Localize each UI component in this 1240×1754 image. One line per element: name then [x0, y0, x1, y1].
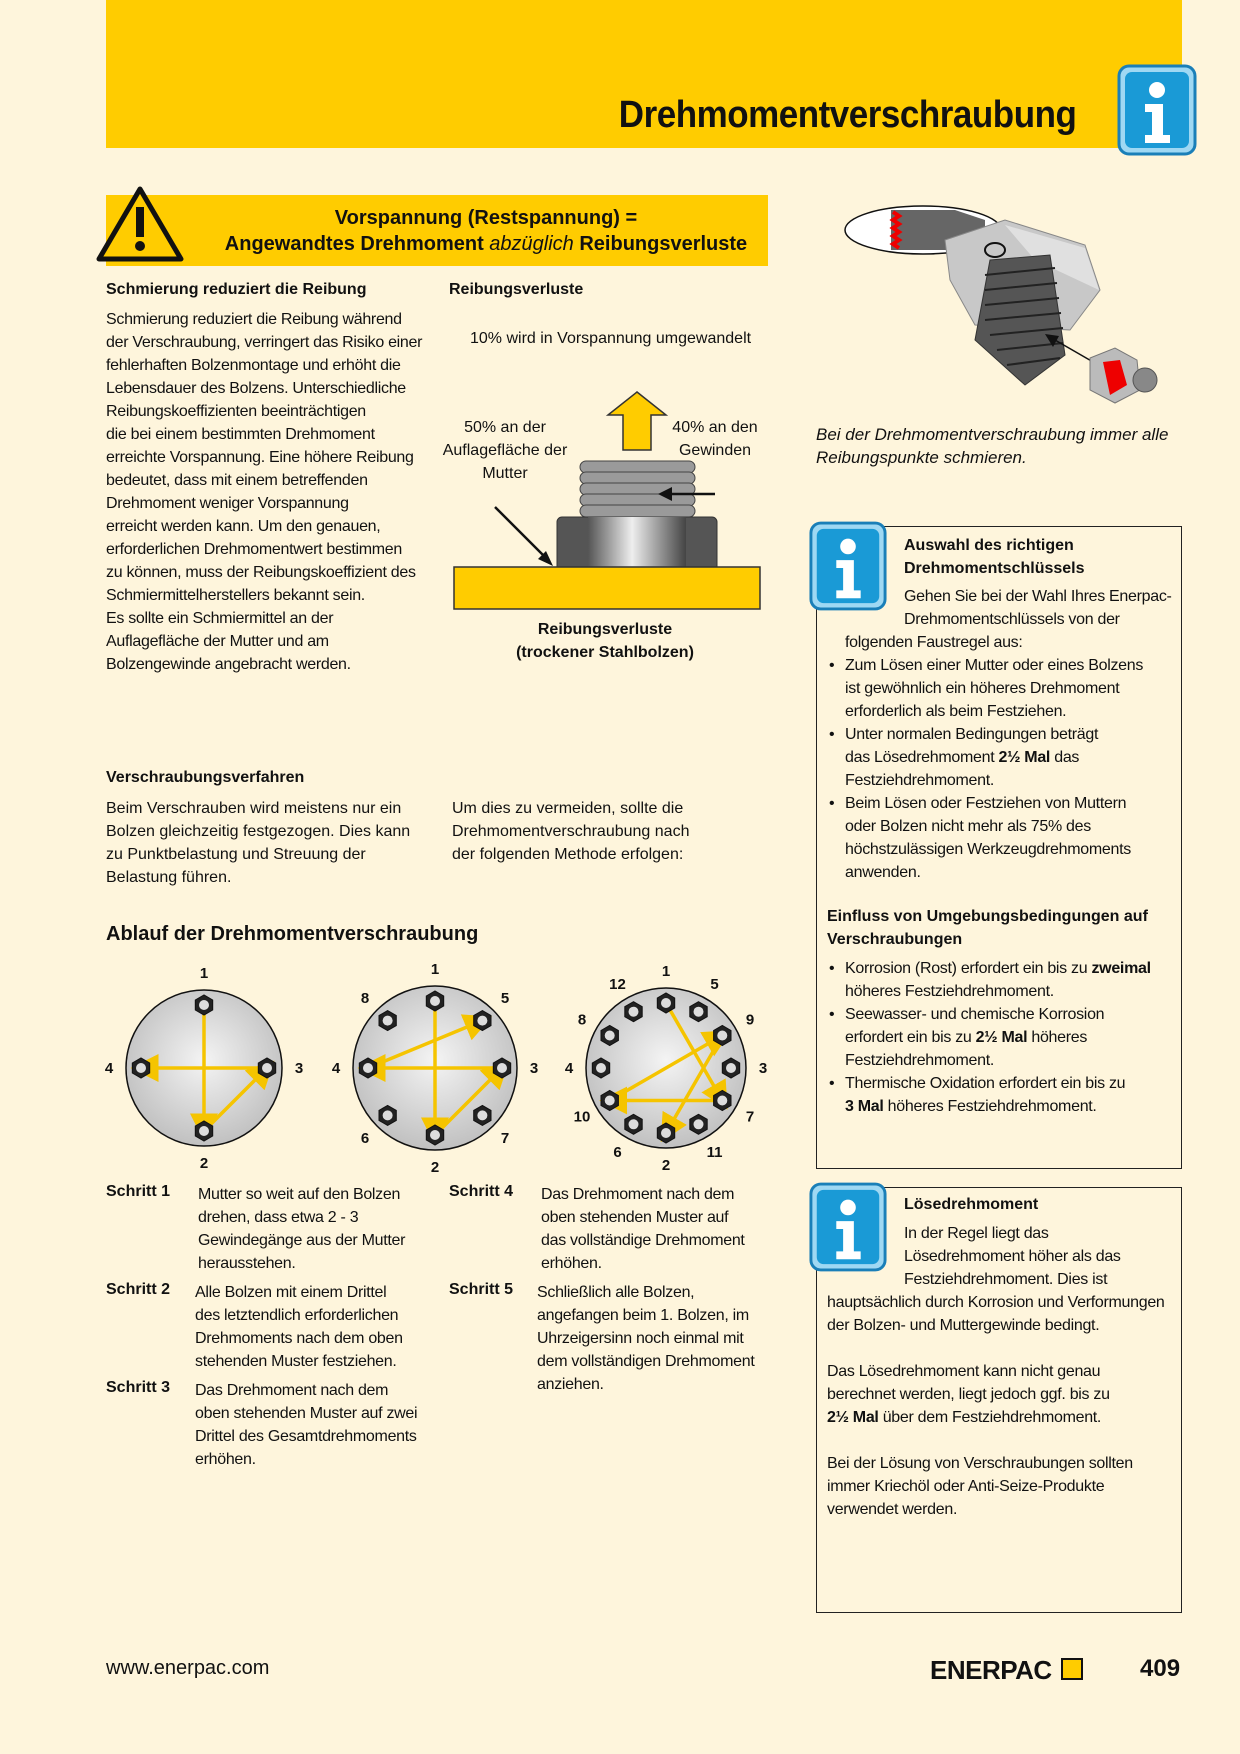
bolt-hole: [661, 1128, 671, 1138]
text-line: erforderlichen Drehmomentwert bestimmen: [106, 541, 402, 558]
text-run: Korrosion (Rost) erfordert ein bis zu: [845, 960, 1092, 977]
bolt-number-label: 2: [430, 1159, 440, 1176]
bolt-hole: [497, 1063, 507, 1073]
text-line: verwendet werden.: [827, 1501, 958, 1518]
procedure-left-text: [106, 797, 436, 889]
text-line: des letztendlich erforderlichen: [195, 1307, 399, 1324]
text-line: Drehmoments nach dem oben: [195, 1330, 403, 1347]
bolt-number-label: 12: [609, 975, 626, 993]
bolt-hole: [629, 1007, 639, 1017]
text-line: Festziehdrehmoment.: [845, 772, 995, 789]
bolt-number-label: 2: [199, 1155, 209, 1172]
text-line: In der Regel liegt das: [904, 1225, 1049, 1242]
text-run: höheres: [1027, 1029, 1088, 1046]
text-line: das vollständige Drehmoment: [541, 1232, 745, 1249]
text-line: Bei der Lösung von Verschraubungen sollten: [827, 1455, 1133, 1472]
bolt-number-label: 3: [294, 1060, 304, 1077]
text-line: Drehmomentschlüssels von der: [904, 611, 1120, 628]
list-item: [827, 957, 1172, 1003]
text-run: das: [1050, 749, 1080, 766]
bolt-number-label: 8: [577, 1011, 587, 1029]
friction-caption: [470, 618, 740, 664]
text-line: • Beim Lösen oder Festziehen von Muttern: [845, 795, 1127, 812]
text-line: oben stehenden Muster auf: [541, 1209, 729, 1226]
step-5: [449, 1281, 779, 1396]
text-line: Gewinden: [678, 442, 752, 459]
list-item: [827, 792, 1172, 884]
list-item: [827, 1003, 1172, 1072]
procedure-right-text: [452, 797, 752, 866]
info-icon: [808, 520, 888, 612]
bolt-number-label: 6: [360, 1130, 370, 1148]
text-line: Schmiermittelherstellers bekannt sein.: [106, 587, 365, 604]
step-1: [106, 1183, 436, 1275]
warning-line1: Vorspannung (Restspannung) =: [334, 207, 638, 229]
text-line: ist gewöhnlich ein höheres Drehmoment: [845, 680, 1120, 697]
text-run: das Lösedrehmoment: [845, 749, 999, 766]
bolt-hole: [477, 1016, 487, 1026]
loosening-text-b: [827, 1291, 1165, 1337]
bolt-hole: [383, 1110, 393, 1120]
text-line: Drittel des Gesamtdrehmoments: [195, 1428, 417, 1445]
bolt-number-label: 5: [710, 975, 719, 993]
bolt-number-label: 1: [199, 965, 209, 982]
step-4: [449, 1183, 779, 1275]
friction-diagram: [440, 375, 770, 615]
bolt-number-label: 7: [745, 1108, 755, 1126]
text-line: anwenden.: [845, 864, 921, 881]
environment-heading: [827, 905, 1148, 951]
text-line: stehenden Muster festziehen.: [195, 1353, 397, 1370]
text-line: Bolzen gleichzeitig festgezogen. Dies kann: [106, 823, 411, 840]
list-item: [827, 654, 1172, 723]
list-item: [827, 1072, 1172, 1118]
step-label: Schritt 5: [449, 1281, 514, 1298]
text-line: angefangen beim 1. Bolzen, im: [537, 1307, 749, 1324]
environment-bullets: [827, 957, 1172, 1118]
lubrication-text: [106, 308, 436, 676]
bolt-thread: [580, 461, 695, 517]
emphasis: 2½ Mal: [827, 1409, 879, 1426]
text-line: oben stehenden Muster auf zwei: [195, 1405, 418, 1422]
bolt-pattern-8: [332, 961, 538, 1176]
bolt-hole: [605, 1031, 615, 1041]
text-line: Alle Bolzen mit einem Drittel: [195, 1284, 387, 1301]
loosening-torque-title: Lösedrehmoment: [904, 1196, 1039, 1213]
text-line: Drehmomentschlüssels: [904, 560, 1085, 577]
step-label: Schritt 4: [449, 1183, 514, 1200]
text-line: herausstehen.: [198, 1255, 296, 1272]
bolt-hole: [629, 1119, 639, 1129]
text-line: [845, 957, 1172, 980]
bolt-hole: [694, 1119, 704, 1129]
bolt-hole: [605, 1096, 615, 1106]
text-line: Das Drehmoment nach dem: [541, 1186, 735, 1203]
text-line: der Bolzen- und Muttergewinde bedingt.: [827, 1317, 1100, 1334]
text-line: [845, 1095, 1172, 1118]
text-line: Verschraubungen: [827, 931, 963, 948]
step-3: [106, 1379, 436, 1471]
text-line: Gewindegänge aus der Mutter: [198, 1232, 406, 1249]
text-line: Auflagefläche der Mutter und am: [106, 633, 329, 650]
step-text: [195, 1281, 403, 1373]
text-line: zu können, muss der Reibungskoeffizient des: [106, 564, 416, 581]
text-line: (trockener Stahlbolzen): [516, 644, 694, 661]
bolt-patterns: [104, 960, 786, 1176]
text-line: oder Bolzen nicht mehr als 75% des: [845, 818, 1091, 835]
text-line: hauptsächlich durch Korrosion und Verformungen: [827, 1294, 1165, 1311]
text-line: Schließlich alle Bolzen,: [537, 1284, 695, 1301]
text-line: immer Kriechöl oder Anti-Seize-Produkte: [827, 1478, 1105, 1495]
text-line: Auflagefläche der: [442, 442, 568, 459]
text-line: [827, 1406, 1110, 1429]
bolt-number-label: 4: [331, 1060, 341, 1077]
bolt-number-label: 10: [573, 1108, 591, 1126]
step-text: [198, 1183, 405, 1275]
text-line: erreicht werden kann. Um den genauen,: [106, 518, 381, 535]
bolt-number-label: 11: [706, 1144, 723, 1162]
text-line: Um dies zu vermeiden, sollte die: [452, 800, 684, 817]
text-line: drehen, dass etwa 2 - 3: [198, 1209, 359, 1226]
footer-url[interactable]: www.enerpac.com: [106, 1657, 270, 1679]
text-line: erreichte Vorspannung. Eine höhere Reibung: [106, 449, 414, 466]
text-line: anziehen.: [537, 1376, 604, 1393]
bolt-hole: [661, 998, 671, 1008]
step-2: [106, 1281, 436, 1373]
wrench-intro-a: [904, 585, 1172, 631]
bolt-hole: [717, 1096, 727, 1106]
step-text: [195, 1379, 417, 1471]
text-line: [845, 1026, 1172, 1049]
loosening-text-d: [827, 1452, 1133, 1521]
text-line: Das Lösedrehmoment kann nicht genau: [827, 1363, 1101, 1380]
emphasis: 2½ Mal: [998, 749, 1051, 766]
info-icon: [1116, 63, 1198, 157]
warning-line2-a: Angewandtes Drehmoment: [224, 233, 490, 255]
text-line: Einfluss von Umgebungsbedingungen auf: [827, 908, 1148, 925]
bolt-hole: [596, 1063, 606, 1073]
bolt-hole: [430, 996, 440, 1006]
bolt-hole: [262, 1063, 272, 1073]
text-line: der Verschraubung, verringert das Risiko einer: [106, 334, 423, 351]
text-line: 50% an der: [464, 419, 546, 436]
text-line: Mutter so weit auf den Bolzen: [198, 1186, 401, 1203]
text-line: Festziehdrehmoment.: [845, 1052, 995, 1069]
bolt-hole: [199, 1000, 209, 1010]
text-line: 40% an den: [672, 419, 758, 436]
text-line: Auswahl des richtigen: [904, 537, 1074, 554]
text-line: • Seewasser- und chemische Korrosion: [845, 1006, 1105, 1023]
text-line: die bei einem bestimmten Drehmoment: [106, 426, 375, 443]
step-label: Schritt 2: [106, 1281, 171, 1298]
text-line: Bolzengewinde angebracht werden.: [106, 656, 351, 673]
text-line: dem vollständigen Drehmoment: [537, 1353, 755, 1370]
warning-text: [206, 205, 766, 257]
text-line: • Thermische Oxidation erfordert ein bis zu: [845, 1075, 1126, 1092]
bolt-number-label: 3: [758, 1060, 768, 1077]
info-icon: [808, 1181, 888, 1273]
lubrication-heading: Schmierung reduziert die Reibung: [106, 281, 367, 298]
text-line: Es sollte ein Schmiermittel an der: [106, 610, 334, 627]
bolt-hole: [726, 1063, 736, 1073]
warning-icon: [96, 185, 184, 263]
warning-line2: [206, 231, 766, 257]
bolt-number-label: 2: [661, 1157, 671, 1174]
text-line: höheres Festziehdrehmoment.: [845, 983, 1054, 1000]
text-line: Mutter: [482, 465, 528, 482]
text-line: Das Drehmoment nach dem: [195, 1382, 389, 1399]
text-line: Uhrzeigersinn noch einmal mit: [537, 1330, 744, 1347]
warning-line2-c: Reibungsverluste: [573, 233, 748, 255]
text-line: höchstzulässigen Werkzeugdrehmoments: [845, 841, 1131, 858]
bolt-number-label: 4: [104, 1060, 114, 1077]
bolt-pattern-12: [565, 963, 767, 1174]
text-line: erhöhen.: [541, 1255, 602, 1272]
wrench-bullets: [827, 654, 1172, 884]
logo-icon: [1061, 1658, 1083, 1680]
text-line: Reibungspunkte schmieren.: [816, 448, 1027, 467]
step-label: Schritt 3: [106, 1379, 171, 1396]
loosening-text-a: [904, 1222, 1121, 1291]
text-line: Festziehdrehmoment. Dies ist: [904, 1271, 1108, 1288]
bolt-caption: [816, 423, 1176, 469]
bolt-number-label: 9: [745, 1011, 755, 1029]
preload-arrow: [608, 392, 666, 450]
text-line: erforderlich als beim Festziehen.: [845, 703, 1067, 720]
bolt-hole: [383, 1016, 393, 1026]
list-item: [827, 723, 1172, 792]
text-line: erhöhen.: [195, 1451, 256, 1468]
bolt-hole: [363, 1063, 373, 1073]
text-line: berechnet werden, liegt jedoch ggf. bis zu: [827, 1386, 1110, 1403]
bolt-hole: [430, 1130, 440, 1140]
text-line: Beim Verschrauben wird meistens nur ein: [106, 800, 402, 817]
friction-top-label: 10% wird in Vorspannung umgewandelt: [470, 330, 752, 347]
step-text: [541, 1183, 745, 1275]
bolt-number-label: 1: [430, 961, 440, 978]
text-line: Belastung führen.: [106, 869, 232, 886]
bolt-hole: [199, 1126, 209, 1136]
sequence-heading: Ablauf der Drehmomentverschraubung: [106, 923, 479, 945]
bolt-hole: [477, 1110, 487, 1120]
text-line: Drehmoment weniger Vorspannung: [106, 495, 349, 512]
text-line: Reibungsverluste: [537, 621, 673, 638]
text-run: erfordert ein bis zu: [845, 1029, 976, 1046]
bolt-hole: [717, 1031, 727, 1041]
text-line: bedeutet, dass mit einem betreffenden: [106, 472, 368, 489]
text-line: zu Punktbelastung und Streuung der: [106, 846, 366, 863]
text-line: [845, 746, 1172, 769]
text-line: fehlerhaften Bolzenmontage und erhöht die: [106, 357, 401, 374]
bolt-number-label: 5: [500, 989, 510, 1007]
text-line: Schmierung reduziert die Reibung während: [106, 311, 402, 328]
wrench-selection-title: [904, 534, 1085, 580]
bolt-number-label: 1: [661, 963, 671, 980]
bolt-number-label: 8: [360, 989, 370, 1007]
text-run: höheres Festziehdrehmoment.: [883, 1098, 1097, 1115]
enerpac-logo: [930, 1655, 1083, 1686]
step-label: Schritt 1: [106, 1183, 171, 1200]
procedure-heading: Verschraubungsverfahren: [106, 769, 305, 786]
base-plate: [454, 567, 760, 609]
text-line: Gehen Sie bei der Wahl Ihres Enerpac-: [904, 588, 1172, 605]
text-line: Lebensdauer des Bolzens. Unterschiedliche: [106, 380, 406, 397]
bolt-pattern-4: [105, 965, 303, 1172]
text-line: Drehmomentverschraubung nach: [452, 823, 690, 840]
text-line: Bei der Drehmomentverschraubung immer alle: [816, 425, 1169, 444]
bolt-number-label: 6: [613, 1144, 622, 1162]
bolt-number-label: 7: [500, 1130, 510, 1148]
bolt-hole: [136, 1063, 146, 1073]
wrench-intro-b: folgenden Faustregel aus:: [845, 634, 1023, 651]
bolt-lubrication-illustration: [835, 200, 1165, 420]
friction-heading: Reibungsverluste: [449, 281, 584, 298]
emphasis: zweimal: [1091, 960, 1151, 977]
emphasis: 3 Mal: [845, 1098, 884, 1115]
bolt-number-label: 4: [564, 1060, 574, 1077]
page-title: Drehmomentverschraubung: [618, 94, 1076, 136]
text-run: über dem Festziehdrehmoment.: [878, 1409, 1102, 1426]
warning-line2-italic: abzüglich: [489, 233, 574, 255]
steps-right: [449, 1183, 779, 1396]
loosening-text-c: [827, 1360, 1110, 1429]
text-line: Lösedrehmoment höher als das: [904, 1248, 1121, 1265]
bolt-number-label: 3: [529, 1060, 539, 1077]
text-line: • Zum Lösen einer Mutter oder eines Bolzens: [845, 657, 1144, 674]
bolt-hole: [694, 1007, 704, 1017]
text-line: der folgenden Methode erfolgen:: [452, 846, 684, 863]
text-line: • Unter normalen Bedingungen beträgt: [845, 726, 1099, 743]
steps-left: [106, 1183, 436, 1471]
brand-name: ENERPAC: [930, 1655, 1052, 1685]
step-text: [537, 1281, 755, 1396]
text-line: Reibungskoeffizienten beeinträchtigen: [106, 403, 366, 420]
page-number: 409: [1140, 1655, 1181, 1682]
emphasis: 2½ Mal: [975, 1029, 1028, 1046]
